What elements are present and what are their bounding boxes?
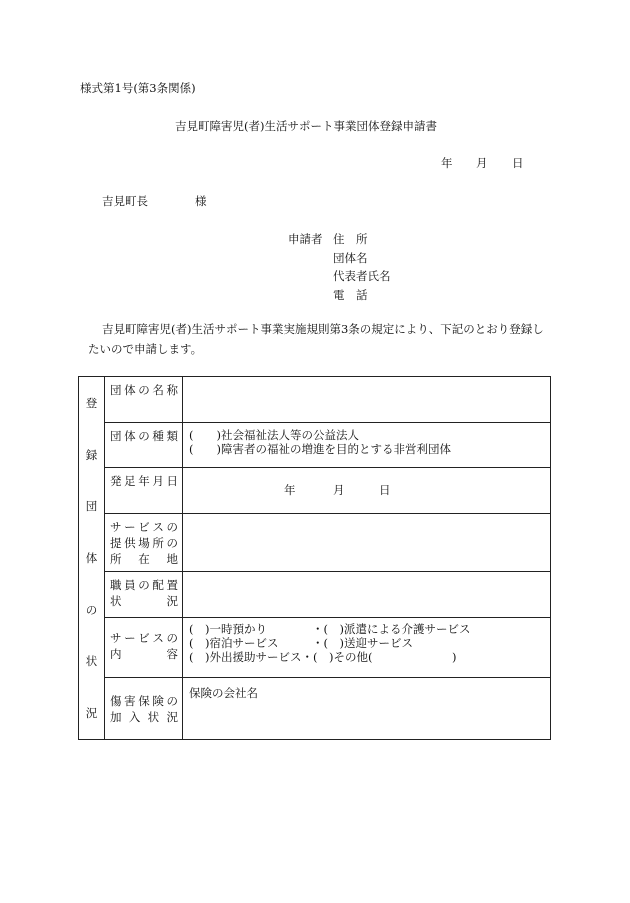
org-name-field[interactable]: [183, 377, 551, 423]
service-option-overnight[interactable]: ( )宿泊サービス: [189, 636, 279, 650]
service-location-field[interactable]: [183, 514, 551, 572]
org-name-label: 団体の名称: [105, 377, 183, 423]
side-char: 録: [85, 447, 98, 462]
service-option-transport[interactable]: ・( )送迎サービス: [312, 636, 413, 650]
insurance-label: 傷害保険の 加入状況: [105, 678, 183, 740]
service-content-field[interactable]: [183, 618, 551, 678]
org-type-option-nonprofit[interactable]: ( )障害者の福祉の増進を目的とする非営利団体: [189, 442, 451, 456]
org-type-field[interactable]: [183, 423, 551, 468]
founded-date-field[interactable]: [183, 468, 551, 514]
org-type-option-public-corp[interactable]: ( )社会福祉法人等の公益法人: [189, 428, 359, 442]
side-char: 体: [85, 550, 98, 565]
registration-form-table: [78, 376, 551, 740]
applicant-org-name-label: 団体名: [333, 251, 368, 265]
body-text-line2: たいので申請します。: [88, 342, 203, 356]
form-number: 様式第1号(第3条関係): [80, 81, 196, 95]
side-char: 登: [85, 395, 98, 410]
date-year-label: 年: [441, 156, 453, 170]
service-content-label: サービスの 内容: [105, 618, 183, 678]
service-option-temporary-care[interactable]: ( )一時預かり: [189, 622, 267, 636]
side-char: の: [85, 602, 98, 617]
insurance-field[interactable]: [183, 678, 551, 740]
addressee-honorific: 様: [195, 194, 207, 208]
staff-placement-field[interactable]: [183, 572, 551, 618]
founded-month-label: 月: [333, 483, 345, 497]
page-title: 吉見町障害児(者)生活サポート事業団体登録申請書: [175, 119, 437, 133]
service-option-other-close: ): [452, 650, 457, 664]
side-char: 状: [85, 654, 98, 669]
service-option-dispatch-care[interactable]: ・( )派遣による介護サービス: [312, 622, 471, 636]
side-char: 団: [85, 499, 98, 514]
side-char: 況: [85, 706, 98, 721]
org-type-label: 団体の種類: [105, 423, 183, 468]
date-day-label: 日: [512, 156, 524, 170]
insurance-company-label: 保険の会社名: [189, 686, 258, 700]
founded-year-label: 年: [284, 483, 296, 497]
applicant-label: 申請者: [288, 232, 323, 246]
service-location-label: サービスの 提供場所の 所在地: [105, 514, 183, 572]
founded-day-label: 日: [379, 483, 391, 497]
side-label-cell: [79, 377, 105, 740]
body-text-line1: 吉見町障害児(者)生活サポート事業実施規則第3条の規定により、下記のとおり登録し: [102, 322, 544, 336]
staff-placement-label: 職員の配置 状況: [105, 572, 183, 618]
applicant-phone-label: 電 話: [333, 288, 368, 302]
applicant-representative-label: 代表者氏名: [333, 269, 391, 283]
founded-date-label: 発足年月日: [105, 468, 183, 514]
addressee-name: 吉見町長: [102, 194, 148, 208]
service-option-outing-other[interactable]: ( )外出援助サービス・( )その他(: [189, 650, 373, 664]
date-month-label: 月: [476, 156, 488, 170]
applicant-address-label: 住 所: [333, 232, 368, 246]
